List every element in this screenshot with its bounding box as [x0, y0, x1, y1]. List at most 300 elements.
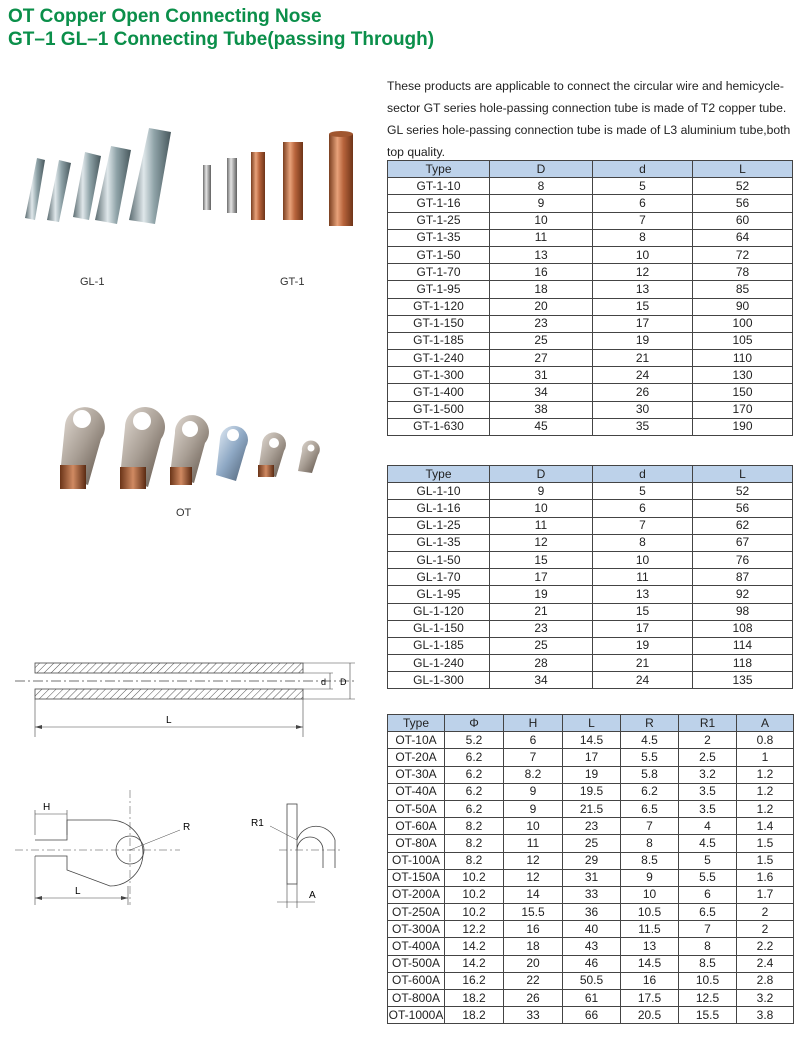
column-header: R1 — [679, 715, 737, 732]
table-row — [388, 835, 794, 852]
lug-6 — [298, 441, 320, 473]
table-cell: 13 — [593, 281, 693, 298]
table-row — [388, 886, 794, 903]
table-row — [388, 800, 794, 817]
table-header-row — [388, 161, 793, 178]
table-cell: 9 — [490, 195, 593, 212]
table-cell: 31 — [490, 367, 593, 384]
lug-4 — [216, 426, 248, 481]
table-cell: GT-1-240 — [388, 350, 490, 367]
table-cell: 130 — [693, 367, 793, 384]
table-cell: 43 — [563, 938, 621, 955]
table-cell: GT-1-400 — [388, 384, 490, 401]
table-cell: 56 — [693, 195, 793, 212]
table-cell: 2.4 — [737, 955, 794, 972]
table-row — [388, 551, 793, 568]
table-row — [388, 483, 793, 500]
table-row — [388, 955, 794, 972]
table-cell: 19 — [490, 586, 593, 603]
table-cell: 10 — [621, 886, 679, 903]
table-cell: 62 — [693, 517, 793, 534]
table-cell: 8.5 — [621, 852, 679, 869]
table-cell: 12 — [504, 869, 563, 886]
label-R: R — [183, 822, 191, 833]
table-cell: GL-1-16 — [388, 500, 490, 517]
table-cell: 22 — [504, 972, 563, 989]
table-cell: 10.2 — [445, 886, 504, 903]
table-cell: 25 — [490, 637, 593, 654]
table-cell: 1.2 — [737, 800, 794, 817]
ot-spec-table — [387, 714, 794, 1024]
table-cell: 15 — [593, 603, 693, 620]
table-cell: 100 — [693, 315, 793, 332]
table-cell: 7 — [621, 818, 679, 835]
table-cell: 8.2 — [504, 766, 563, 783]
table-cell: 6.2 — [445, 766, 504, 783]
table-cell: GT-1-185 — [388, 332, 490, 349]
table-cell: 16.2 — [445, 972, 504, 989]
lug-5 — [258, 432, 286, 477]
table-cell: GL-1-185 — [388, 637, 490, 654]
table-cell: GL-1-25 — [388, 517, 490, 534]
table-cell: 38 — [490, 401, 593, 418]
table-cell: 72 — [693, 246, 793, 263]
table-cell: 78 — [693, 264, 793, 281]
gt-tubes — [203, 131, 353, 226]
table-cell: 21 — [490, 603, 593, 620]
table-cell: 1.5 — [737, 852, 794, 869]
table-cell: 9 — [504, 783, 563, 800]
table-cell: 8.2 — [445, 835, 504, 852]
page-title: OT Copper Open Connecting Nose — [8, 6, 322, 27]
column-header: d — [593, 161, 693, 178]
table-cell: 5.5 — [679, 869, 737, 886]
table-cell: 76 — [693, 551, 793, 568]
table-cell: GT-1-16 — [388, 195, 490, 212]
table-cell: 108 — [693, 620, 793, 637]
lug-3 — [170, 415, 209, 485]
table-row — [388, 586, 793, 603]
table-cell: 15 — [593, 298, 693, 315]
table-cell: 60 — [693, 212, 793, 229]
table-cell: 3.8 — [737, 1007, 794, 1024]
table-cell: 6.2 — [445, 800, 504, 817]
table-cell: 12.5 — [679, 990, 737, 1007]
gl-caption: GL-1 — [80, 276, 105, 288]
table-cell: 25 — [563, 835, 621, 852]
table-cell: 8.5 — [679, 955, 737, 972]
table-cell: OT-600A — [388, 972, 445, 989]
table-cell: OT-500A — [388, 955, 445, 972]
table-cell: 8 — [593, 534, 693, 551]
table-cell: GL-1-95 — [388, 586, 490, 603]
table-row — [388, 418, 793, 435]
table-cell: 66 — [563, 1007, 621, 1024]
table-row — [388, 990, 794, 1007]
table-cell: 8.2 — [445, 818, 504, 835]
table-cell: 114 — [693, 637, 793, 654]
table-cell: OT-1000A — [388, 1007, 445, 1024]
table-cell: 105 — [693, 332, 793, 349]
table-cell: 5 — [593, 178, 693, 195]
table-cell: 7 — [504, 749, 563, 766]
table-cell: 11 — [490, 517, 593, 534]
table-cell: 36 — [563, 904, 621, 921]
table-cell: 15.5 — [679, 1007, 737, 1024]
table-row — [388, 298, 793, 315]
table-cell: 3.2 — [679, 766, 737, 783]
table-cell: 24 — [593, 367, 693, 384]
ot-caption: OT — [176, 507, 192, 519]
table-cell: 17 — [490, 569, 593, 586]
gl-tubes — [25, 128, 171, 224]
table-cell: 34 — [490, 672, 593, 689]
table-row — [388, 1007, 794, 1024]
table-cell: 18.2 — [445, 1007, 504, 1024]
table-row — [388, 212, 793, 229]
table-cell: 8 — [490, 178, 593, 195]
table-cell: 52 — [693, 483, 793, 500]
table-row — [388, 655, 793, 672]
table-row — [388, 229, 793, 246]
table-cell: 14.2 — [445, 955, 504, 972]
table-cell: 16 — [504, 921, 563, 938]
table-row — [388, 195, 793, 212]
table-cell: 18 — [490, 281, 593, 298]
table-cell: 13 — [621, 938, 679, 955]
table-cell: 1.7 — [737, 886, 794, 903]
table-cell: 1.2 — [737, 766, 794, 783]
table-cell: 4.5 — [679, 835, 737, 852]
table-cell: 2.5 — [679, 749, 737, 766]
table-cell: 61 — [563, 990, 621, 1007]
table-cell: 19 — [593, 332, 693, 349]
table-cell: 135 — [693, 672, 793, 689]
table-cell: 0.8 — [737, 732, 794, 749]
table-cell: 17 — [563, 749, 621, 766]
table-cell: 14 — [504, 886, 563, 903]
table-cell: 33 — [504, 1007, 563, 1024]
column-header: D — [490, 466, 593, 483]
table-cell: 11 — [593, 569, 693, 586]
table-cell: 5 — [679, 852, 737, 869]
table-cell: GT-1-35 — [388, 229, 490, 246]
table-cell: GT-1-300 — [388, 367, 490, 384]
table-cell: OT-20A — [388, 749, 445, 766]
lug-1 — [60, 407, 105, 489]
table-cell: 10.5 — [621, 904, 679, 921]
lug-2 — [120, 407, 165, 489]
table-cell: GT-1-70 — [388, 264, 490, 281]
table-cell: 20.5 — [621, 1007, 679, 1024]
table-cell: 9 — [504, 800, 563, 817]
table-row — [388, 921, 794, 938]
table-row — [388, 672, 793, 689]
ot-dimension-drawing — [15, 790, 360, 915]
column-header: d — [593, 466, 693, 483]
table-cell: 6.2 — [445, 749, 504, 766]
gt-caption: GT-1 — [280, 276, 305, 288]
label-L: L — [166, 715, 172, 726]
table-cell: 6.2 — [445, 783, 504, 800]
column-header: L — [693, 466, 793, 483]
table-row — [388, 367, 793, 384]
table-cell: 67 — [693, 534, 793, 551]
table-cell: GT-1-25 — [388, 212, 490, 229]
table-cell: OT-40A — [388, 783, 445, 800]
table-cell: GL-1-70 — [388, 569, 490, 586]
table-header-row — [388, 715, 794, 732]
table-cell: 150 — [693, 384, 793, 401]
table-cell: 21 — [593, 350, 693, 367]
table-cell: 28 — [490, 655, 593, 672]
table-row — [388, 766, 794, 783]
table-row — [388, 869, 794, 886]
table-cell: 64 — [693, 229, 793, 246]
table-cell: GT-1-120 — [388, 298, 490, 315]
table-row — [388, 732, 794, 749]
label-A: A — [309, 890, 316, 901]
table-row — [388, 603, 793, 620]
label-D: D — [340, 677, 347, 687]
table-cell: 11 — [490, 229, 593, 246]
table-cell: 26 — [504, 990, 563, 1007]
table-cell: 25 — [490, 332, 593, 349]
table-cell: 6 — [504, 732, 563, 749]
table-row — [388, 783, 794, 800]
table-cell: 5 — [593, 483, 693, 500]
column-header: Type — [388, 715, 445, 732]
table-cell: 6 — [593, 195, 693, 212]
table-cell: 46 — [563, 955, 621, 972]
table-row — [388, 281, 793, 298]
column-header: Φ — [445, 715, 504, 732]
table-cell: 6 — [593, 500, 693, 517]
table-cell: 10 — [593, 551, 693, 568]
table-cell: 9 — [490, 483, 593, 500]
table-cell: GT-1-500 — [388, 401, 490, 418]
label-R1: R1 — [251, 818, 264, 829]
table-cell: 6.2 — [621, 783, 679, 800]
table-cell: OT-250A — [388, 904, 445, 921]
table-row — [388, 569, 793, 586]
table-cell: 27 — [490, 350, 593, 367]
table-cell: 1.5 — [737, 835, 794, 852]
table-cell: 23 — [563, 818, 621, 835]
table-cell: 24 — [593, 672, 693, 689]
table-cell: 118 — [693, 655, 793, 672]
table-cell: GL-1-300 — [388, 672, 490, 689]
table-cell: 17 — [593, 315, 693, 332]
table-cell: 7 — [679, 921, 737, 938]
table-cell: 8 — [621, 835, 679, 852]
tube-photo — [15, 120, 365, 230]
label-H: H — [43, 802, 51, 813]
table-cell: 52 — [693, 178, 793, 195]
table-cell: 6 — [679, 886, 737, 903]
table-cell: 92 — [693, 586, 793, 603]
table-cell: OT-400A — [388, 938, 445, 955]
table-cell: 13 — [593, 586, 693, 603]
table-cell: GL-1-35 — [388, 534, 490, 551]
table-cell: 26 — [593, 384, 693, 401]
table-cell: 34 — [490, 384, 593, 401]
table-cell: 14.5 — [621, 955, 679, 972]
table-row — [388, 401, 793, 418]
table-cell: 12 — [504, 852, 563, 869]
table-cell: OT-80A — [388, 835, 445, 852]
table-cell: 7 — [593, 212, 693, 229]
table-cell: OT-30A — [388, 766, 445, 783]
table-cell: 1 — [737, 749, 794, 766]
table-cell: 10 — [490, 212, 593, 229]
table-cell: 5.2 — [445, 732, 504, 749]
table-cell: 3.5 — [679, 800, 737, 817]
table-cell: 16 — [621, 972, 679, 989]
table-cell: 12 — [490, 534, 593, 551]
table-cell: OT-10A — [388, 732, 445, 749]
table-row — [388, 534, 793, 551]
table-cell: 50.5 — [563, 972, 621, 989]
table-cell: 19.5 — [563, 783, 621, 800]
table-cell: 85 — [693, 281, 793, 298]
table-cell: GL-1-50 — [388, 551, 490, 568]
table-cell: 5.8 — [621, 766, 679, 783]
table-cell: 20 — [490, 298, 593, 315]
table-cell: 12.2 — [445, 921, 504, 938]
table-row — [388, 178, 793, 195]
table-cell: 87 — [693, 569, 793, 586]
table-cell: 35 — [593, 418, 693, 435]
table-cell: 8.2 — [445, 852, 504, 869]
table-cell: GL-1-120 — [388, 603, 490, 620]
column-header: D — [490, 161, 593, 178]
table-row — [388, 972, 794, 989]
table-cell: 6.5 — [621, 800, 679, 817]
table-cell: 15 — [490, 551, 593, 568]
column-header: R — [621, 715, 679, 732]
table-cell: GT-1-150 — [388, 315, 490, 332]
table-row — [388, 500, 793, 517]
table-cell: 10 — [504, 818, 563, 835]
table-cell: GL-1-240 — [388, 655, 490, 672]
table-cell: 170 — [693, 401, 793, 418]
page-subtitle: GT–1 GL–1 Connecting Tube(passing Through) — [8, 29, 435, 50]
table-cell: 29 — [563, 852, 621, 869]
table-row — [388, 938, 794, 955]
table-cell: 40 — [563, 921, 621, 938]
table-row — [388, 350, 793, 367]
gt-spec-table — [387, 160, 793, 436]
column-header: L — [693, 161, 793, 178]
column-header: Type — [388, 466, 490, 483]
table-cell: 33 — [563, 886, 621, 903]
table-cell: 12 — [593, 264, 693, 281]
table-row — [388, 904, 794, 921]
label-L2: L — [75, 886, 81, 897]
table-cell: 8 — [679, 938, 737, 955]
table-cell: 4.5 — [621, 732, 679, 749]
table-cell: 8 — [593, 229, 693, 246]
table-cell: 19 — [563, 766, 621, 783]
table-cell: 31 — [563, 869, 621, 886]
table-cell: OT-150A — [388, 869, 445, 886]
table-cell: 23 — [490, 315, 593, 332]
table-cell: 21.5 — [563, 800, 621, 817]
table-cell: 7 — [593, 517, 693, 534]
column-header: Type — [388, 161, 490, 178]
table-cell: 18 — [504, 938, 563, 955]
table-cell: 13 — [490, 246, 593, 263]
gl-spec-table — [387, 465, 793, 689]
table-cell: GT-1-95 — [388, 281, 490, 298]
table-cell: 17 — [593, 620, 693, 637]
table-row — [388, 315, 793, 332]
column-header: H — [504, 715, 563, 732]
table-row — [388, 264, 793, 281]
table-cell: GT-1-50 — [388, 246, 490, 263]
table-cell: 10.2 — [445, 869, 504, 886]
table-cell: 56 — [693, 500, 793, 517]
table-cell: 3.5 — [679, 783, 737, 800]
table-cell: GL-1-150 — [388, 620, 490, 637]
table-cell: 10.5 — [679, 972, 737, 989]
table-cell: 2 — [737, 921, 794, 938]
table-cell: OT-800A — [388, 990, 445, 1007]
table-cell: 2.8 — [737, 972, 794, 989]
table-row — [388, 620, 793, 637]
table-cell: 30 — [593, 401, 693, 418]
table-cell: 45 — [490, 418, 593, 435]
table-row — [388, 384, 793, 401]
table-cell: 2 — [737, 904, 794, 921]
table-cell: 4 — [679, 818, 737, 835]
table-cell: 10 — [490, 500, 593, 517]
table-cell: 16 — [490, 264, 593, 281]
table-cell: 90 — [693, 298, 793, 315]
table-cell: 14.2 — [445, 938, 504, 955]
column-header: L — [563, 715, 621, 732]
table-cell: 1.4 — [737, 818, 794, 835]
table-cell: 11.5 — [621, 921, 679, 938]
table-row — [388, 818, 794, 835]
table-cell: 3.2 — [737, 990, 794, 1007]
table-cell: 2.2 — [737, 938, 794, 955]
table-cell: 2 — [679, 732, 737, 749]
table-row — [388, 637, 793, 654]
table-cell: 21 — [593, 655, 693, 672]
table-cell: GT-1-630 — [388, 418, 490, 435]
table-header-row — [388, 466, 793, 483]
table-cell: 10.2 — [445, 904, 504, 921]
table-cell: OT-200A — [388, 886, 445, 903]
table-cell: 6.5 — [679, 904, 737, 921]
table-cell: 10 — [593, 246, 693, 263]
table-cell: 11 — [504, 835, 563, 852]
column-header: A — [737, 715, 794, 732]
table-cell: 110 — [693, 350, 793, 367]
table-cell: 20 — [504, 955, 563, 972]
tube-dimension-drawing — [15, 645, 365, 745]
table-cell: 98 — [693, 603, 793, 620]
table-row — [388, 749, 794, 766]
table-row — [388, 517, 793, 534]
table-cell: 5.5 — [621, 749, 679, 766]
table-cell: GT-1-10 — [388, 178, 490, 195]
table-cell: GL-1-10 — [388, 483, 490, 500]
table-cell: 19 — [593, 637, 693, 654]
table-cell: 23 — [490, 620, 593, 637]
